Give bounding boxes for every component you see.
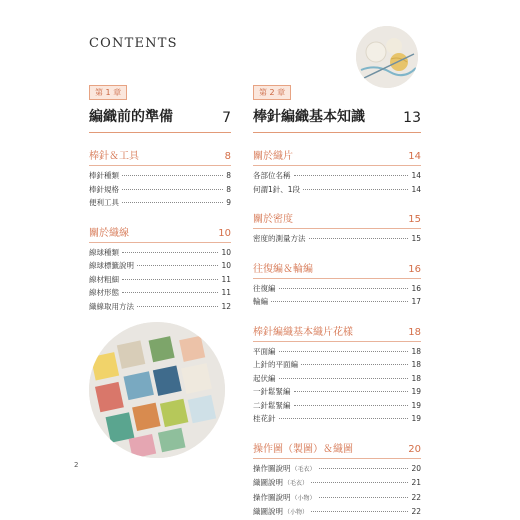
toc-entry [89, 259, 231, 273]
leader-dots [303, 189, 408, 190]
leader-dots [309, 238, 409, 239]
leader-dots [319, 468, 409, 469]
toc-entry [89, 196, 231, 210]
leader-dots [122, 252, 218, 253]
entry-label: 織圖說明 [253, 478, 283, 487]
section-title: 關於織片 [253, 151, 293, 162]
toc-entry [253, 345, 421, 359]
entry-page: 21 [411, 478, 421, 487]
entry-page: 22 [411, 507, 421, 516]
knit-swatches-photo [89, 322, 225, 458]
entry-page: 19 [411, 400, 421, 410]
entry-page: 19 [411, 387, 421, 396]
leader-dots [279, 378, 409, 379]
section-heading [253, 147, 421, 166]
leader-dots [294, 391, 409, 392]
entry-label: 二針鬆緊編 [253, 400, 291, 410]
toc-entry [253, 372, 421, 386]
entry-label: 線材粗細 [89, 274, 119, 284]
entry-label: 何謂1針、1段 [253, 184, 301, 194]
section [253, 323, 421, 426]
section-page: 15 [408, 214, 421, 225]
entry-page: 18 [411, 373, 421, 383]
entry-label: 操作圖說明 [253, 492, 291, 502]
leader-dots [122, 175, 223, 176]
section-title: 操作圖（製圖）＆織圖 [253, 443, 353, 455]
entry-note: （毛衣） [284, 480, 309, 487]
entry-label: 各部位名稱 [253, 171, 291, 180]
entry-label: 輪編 [253, 297, 268, 306]
leader-dots [122, 292, 218, 293]
entry-page: 18 [411, 360, 421, 369]
section [253, 147, 421, 196]
section-title: 往復編＆輪編 [253, 263, 313, 275]
chapter-tag: 第 2 章 [253, 85, 291, 100]
section-heading [253, 323, 421, 342]
section-page: 14 [408, 151, 421, 162]
entry-page: 14 [411, 184, 421, 194]
entry-page: 11 [221, 288, 231, 297]
entry-page: 11 [221, 274, 231, 284]
section-page: 16 [408, 263, 421, 275]
entry-page: 18 [411, 346, 421, 356]
chapter-title: 編織前的準備 [89, 109, 173, 125]
toc-entry [253, 169, 421, 183]
leader-dots [137, 306, 218, 307]
leader-dots [271, 301, 408, 302]
section-page: 18 [408, 326, 421, 338]
entry-page: 8 [226, 184, 231, 194]
toc-entry [253, 295, 421, 309]
toc-entry [253, 183, 421, 197]
toc-entry [89, 246, 231, 260]
section-heading [253, 260, 421, 279]
leader-dots [279, 351, 409, 352]
entry-label: 往復編 [253, 283, 276, 293]
leader-dots [319, 497, 409, 498]
entry-label: 一針鬆緊編 [253, 387, 291, 396]
toc-entry [253, 385, 421, 399]
section [253, 440, 421, 520]
entry-label: 線材形態 [89, 288, 119, 297]
toc-entry [253, 476, 421, 491]
entry-label: 密度的測量方法 [253, 234, 306, 243]
chapter-title: 棒針編織基本知識 [253, 109, 365, 125]
toc-entry [89, 286, 231, 300]
toc-entry [253, 462, 421, 477]
section-title: 關於密度 [253, 214, 293, 225]
toc-entry [253, 412, 421, 426]
entry-note: （毛衣） [291, 465, 316, 473]
entry-note: （小物） [291, 494, 316, 502]
section-heading [253, 440, 421, 459]
section-page: 20 [408, 443, 421, 455]
toc-entry [253, 491, 421, 506]
entry-label: 線球標籤說明 [89, 261, 134, 270]
toc-entry [253, 232, 421, 246]
section [89, 147, 231, 210]
entry-page: 20 [411, 463, 421, 473]
section-page: 10 [218, 227, 231, 239]
chapter-heading [89, 106, 231, 133]
yarn-balls-photo [356, 26, 418, 88]
entry-page: 10 [221, 247, 231, 257]
entry-label: 桂花針 [253, 414, 276, 423]
entry-page: 19 [411, 414, 421, 423]
section [253, 260, 421, 309]
leader-dots [122, 202, 223, 203]
entry-page: 12 [221, 301, 231, 311]
leader-dots [279, 288, 409, 289]
toc-entry [253, 358, 421, 372]
entry-page: 10 [221, 261, 231, 270]
leader-dots [294, 405, 409, 406]
toc-entry [253, 399, 421, 413]
chapter-page: 7 [222, 110, 231, 126]
section [89, 224, 231, 314]
section-heading [89, 147, 231, 166]
page-number: 2 [74, 461, 79, 469]
leader-dots [311, 511, 408, 512]
entry-page: 15 [411, 234, 421, 243]
entry-label: 織線取用方法 [89, 301, 134, 311]
entry-label: 線球種類 [89, 247, 119, 257]
leader-dots [122, 279, 218, 280]
entry-label: 棒針規格 [89, 184, 119, 194]
entry-label: 起伏編 [253, 373, 276, 383]
leader-dots [311, 482, 408, 483]
entry-page: 14 [411, 171, 421, 180]
toc-entry [89, 183, 231, 197]
chapter-tag: 第 1 章 [89, 85, 127, 100]
entry-page: 8 [226, 171, 231, 180]
entry-page: 9 [226, 198, 231, 207]
toc-entry [89, 273, 231, 287]
toc-entry [89, 300, 231, 314]
entry-page: 22 [411, 492, 421, 502]
section-heading [253, 210, 421, 229]
section-heading [89, 224, 231, 243]
leader-dots [137, 265, 218, 266]
entry-label: 操作圖說明 [253, 463, 291, 473]
section-title: 關於織線 [89, 227, 129, 239]
entry-label: 便利工具 [89, 198, 119, 207]
entry-label: 平面編 [253, 346, 276, 356]
chapter-2-column [253, 80, 421, 520]
entry-page: 16 [411, 283, 421, 293]
section-page: 8 [224, 151, 231, 162]
section [253, 210, 421, 246]
entry-page: 17 [411, 297, 421, 306]
entry-note: （小物） [284, 509, 309, 516]
leader-dots [301, 364, 408, 365]
leader-dots [294, 175, 409, 176]
chapter-1-column [89, 80, 231, 313]
section-title: 棒針＆工具 [89, 151, 139, 162]
chapter-heading [253, 106, 421, 133]
section-title: 棒針編織基本織片花樣 [253, 326, 353, 338]
entry-label: 棒針種類 [89, 171, 119, 180]
chapter-page: 13 [403, 110, 421, 126]
toc-entry [253, 282, 421, 296]
entry-label: 織圖說明 [253, 507, 283, 516]
contents-title: CONTENTS [89, 36, 178, 51]
leader-dots [279, 418, 409, 419]
toc-entry [89, 169, 231, 183]
leader-dots [122, 189, 223, 190]
toc-entry [253, 505, 421, 520]
entry-label: 上針的平面編 [253, 360, 298, 369]
